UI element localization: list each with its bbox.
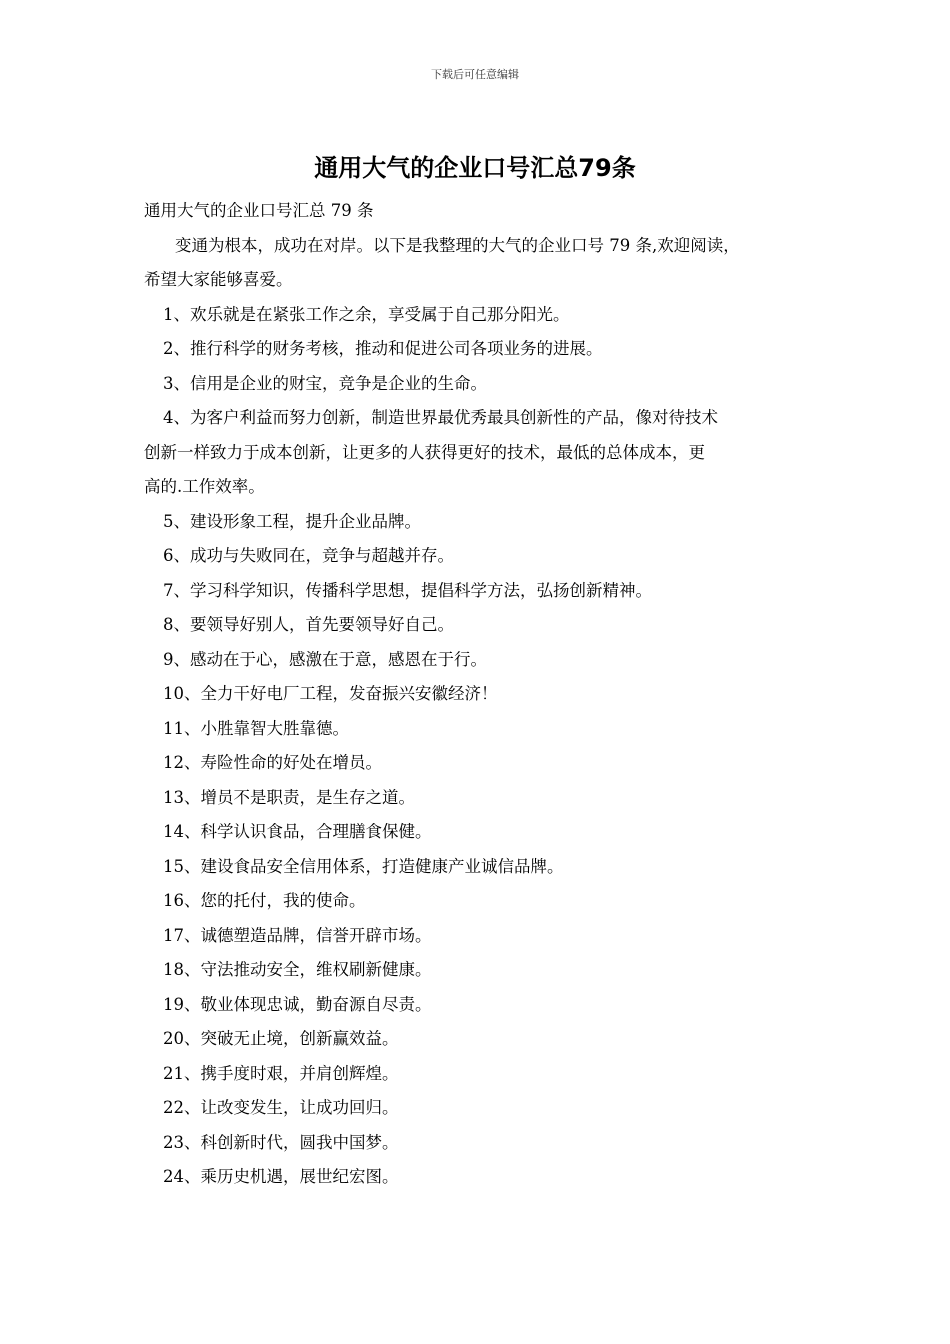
list-item: 20、突破无止境，创新赢效益。	[163, 1029, 399, 1048]
list-item-continuation: 高的.工作效率。	[144, 477, 265, 496]
list-item: 24、乘历史机遇，展世纪宏图。	[163, 1167, 399, 1186]
subtitle-line: 通用大气的企业口号汇总 79 条	[144, 201, 374, 220]
list-item: 4、为客户利益而努力创新，制造世界最优秀最具创新性的产品，像对待技术	[163, 408, 718, 427]
list-item: 1、欢乐就是在紧张工作之余，享受属于自己那分阳光。	[163, 304, 570, 324]
list-item: 15、建设食品安全信用体系，打造健康产业诚信品牌。	[163, 856, 564, 876]
list-item: 18、守法推动安全，维权刷新健康。	[163, 960, 432, 979]
list-item: 13、增员不是职责，是生存之道。	[163, 787, 415, 807]
list-item: 6、成功与失败同在，竞争与超越并存。	[163, 546, 454, 565]
list-item: 16、您的托付，我的使命。	[163, 891, 366, 910]
list-item: 7、学习科学知识，传播科学思想，提倡科学方法，弘扬创新精神。	[163, 580, 652, 600]
intro-line: 希望大家能够喜爱。	[144, 270, 293, 289]
list-item: 14、科学认识食品，合理膳食保健。	[163, 822, 432, 841]
list-item: 23、科创新时代，圆我中国梦。	[163, 1132, 399, 1152]
page-header-note: 下载后可任意编辑	[431, 68, 519, 81]
list-item-continuation: 创新一样致力于成本创新，让更多的人获得更好的技术，最低的总体成本，更	[144, 442, 705, 462]
list-item: 9、感动在于心，感激在于意，感恩在于行。	[163, 649, 487, 669]
list-item: 3、信用是企业的财宝，竞争是企业的生命。	[163, 373, 487, 393]
document-body	[144, 194, 834, 1195]
list-item: 17、诚德塑造品牌，信誉开辟市场。	[163, 925, 432, 945]
document-title: 通用大气的企业口号汇总79条	[314, 154, 636, 182]
list-item: 2、推行科学的财务考核，推动和促进公司各项业务的进展。	[163, 339, 603, 358]
list-item: 11、小胜靠智大胜靠德。	[163, 718, 349, 738]
intro-line: 变通为根本，成功在对岸。以下是我整理的大气的企业口号 79 条,欢迎阅读，	[175, 235, 740, 255]
list-item: 8、要领导好别人，首先要领导好自己。	[163, 615, 454, 634]
list-item: 10、全力干好电厂工程，发奋振兴安徽经济！	[163, 684, 498, 703]
list-item: 19、敬业体现忠诚，勤奋源自尽责。	[163, 994, 432, 1014]
list-item: 12、寿险性命的好处在增员。	[163, 753, 382, 772]
list-item: 22、让改变发生，让成功回归。	[163, 1098, 399, 1117]
list-item: 5、建设形象工程，提升企业品牌。	[163, 511, 421, 531]
list-item: 21、携手度时艰，并肩创辉煌。	[163, 1063, 399, 1083]
